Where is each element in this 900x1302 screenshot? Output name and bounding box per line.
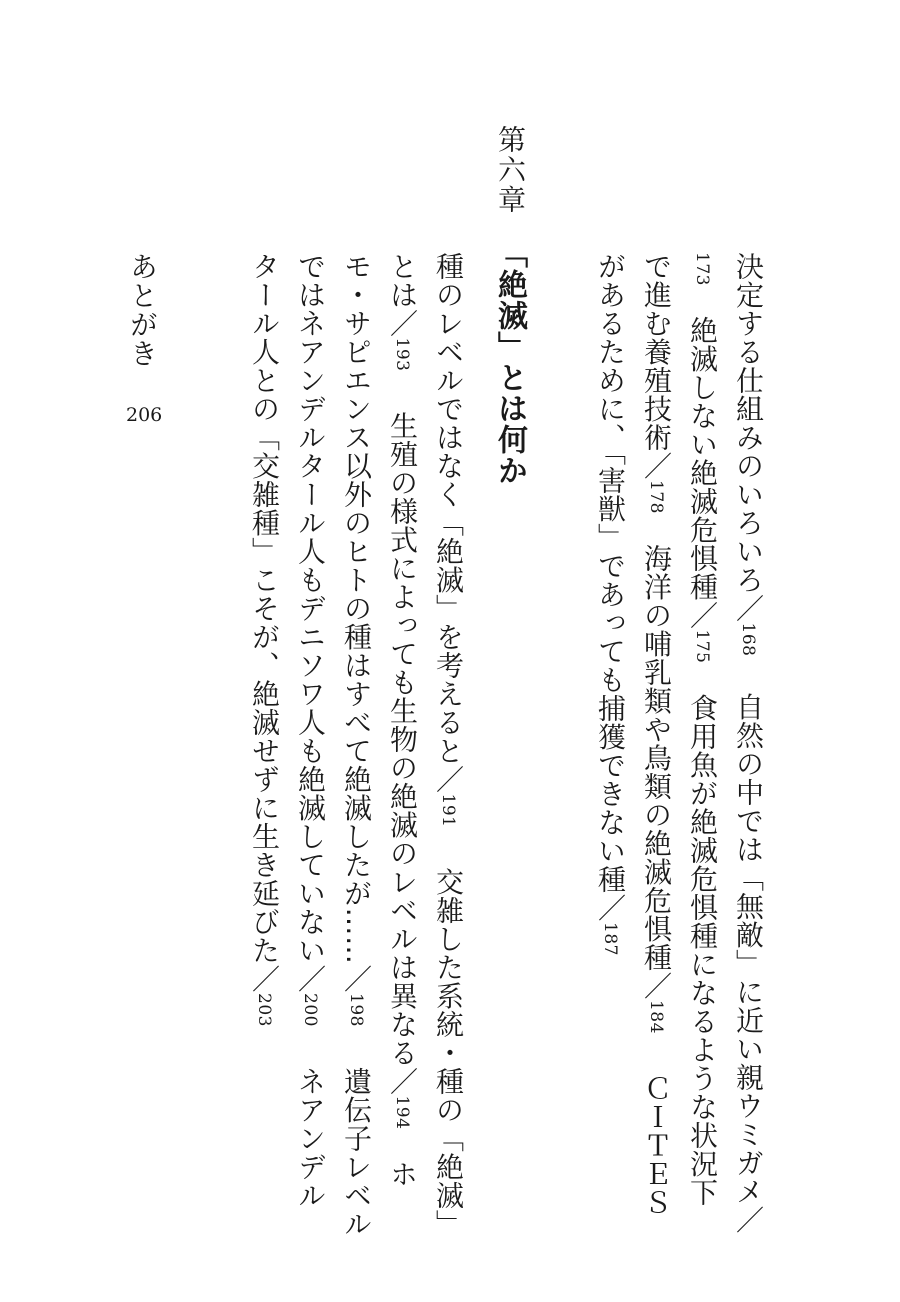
toc-entry-text: 生殖の様式によっても生物の絶滅のレベルは異なる／ xyxy=(386,411,419,1096)
toc-page-number: 173 xyxy=(692,252,712,286)
toc-line-7 xyxy=(340,252,373,1238)
chapter-number: 第六章 xyxy=(494,125,527,215)
toc-page-number: 203 xyxy=(254,993,274,1027)
toc-entry-text: ではネアンデルタール人もデニソワ人も絶滅していない／ xyxy=(294,252,327,993)
toc-line-3 xyxy=(640,252,673,1217)
chapter-title: 「絶滅」とは何か xyxy=(492,238,527,486)
toc-entry-text: 自然の中では「無敵」に近い親ウミガメ／ xyxy=(732,692,765,1234)
toc-entry-text: 海洋の哺乳類や鳥類の絶滅危惧種／ xyxy=(640,543,673,1000)
toc-entry-text: ネアンデル xyxy=(294,1066,327,1210)
toc-page-number: 191 xyxy=(438,793,458,828)
toc-line-4 xyxy=(594,252,627,956)
toc-entry-text: タール人との「交雑種」こそが、絶滅せずに生き延びた／ xyxy=(248,252,281,993)
toc-entry-text: 食用魚が絶滅危惧種になるような状況下 xyxy=(686,693,719,1207)
toc-entry-text: 決定する仕組みのいろいろ／ xyxy=(732,252,765,623)
toc-entry-text: 交雑した系統・種の「絶滅」 xyxy=(432,867,465,1238)
toc-page-number: 200 xyxy=(300,993,320,1027)
toc-entry-text: ホ xyxy=(386,1159,419,1188)
toc-page-number: 178 xyxy=(646,480,666,514)
toc-entry-text: があるために、「害獣」であっても捕獲できない種／ xyxy=(594,252,627,922)
toc-line-6 xyxy=(386,252,419,1188)
toc-line-1 xyxy=(732,252,765,1234)
toc-page-number: 193 xyxy=(392,337,412,372)
toc-entry-text: で進む養殖技術／ xyxy=(640,252,673,480)
toc-line-8 xyxy=(294,252,327,1210)
toc-page-number: 175 xyxy=(692,629,712,664)
toc-entry-text: ＣＩＴＥＳ xyxy=(640,1073,673,1217)
toc-entry-text: 種のレベルではなく「絶滅」を考えると／ xyxy=(432,252,465,794)
toc-entry-text: モ・サピエンス以外のヒトの種はすべて絶滅したが……／ xyxy=(340,252,373,993)
toc-entry-text: 絶滅しない絶滅危惧種／ xyxy=(686,315,719,630)
toc-page-number: 168 xyxy=(738,622,758,657)
afterword-title: あとがき xyxy=(126,252,159,368)
toc-entry-text: 遺伝子レベル xyxy=(340,1066,373,1238)
toc-page-number: 184 xyxy=(646,999,666,1034)
toc-page-number: 194 xyxy=(392,1095,412,1130)
toc-line-5 xyxy=(432,252,465,1238)
toc-page-number: 187 xyxy=(600,922,620,956)
toc-entry-text: とは／ xyxy=(386,252,419,338)
toc-line-2 xyxy=(686,252,719,1207)
afterword-page-number: 206 xyxy=(126,404,163,426)
toc-line-9 xyxy=(248,252,281,1027)
toc-page-number: 198 xyxy=(346,993,366,1027)
